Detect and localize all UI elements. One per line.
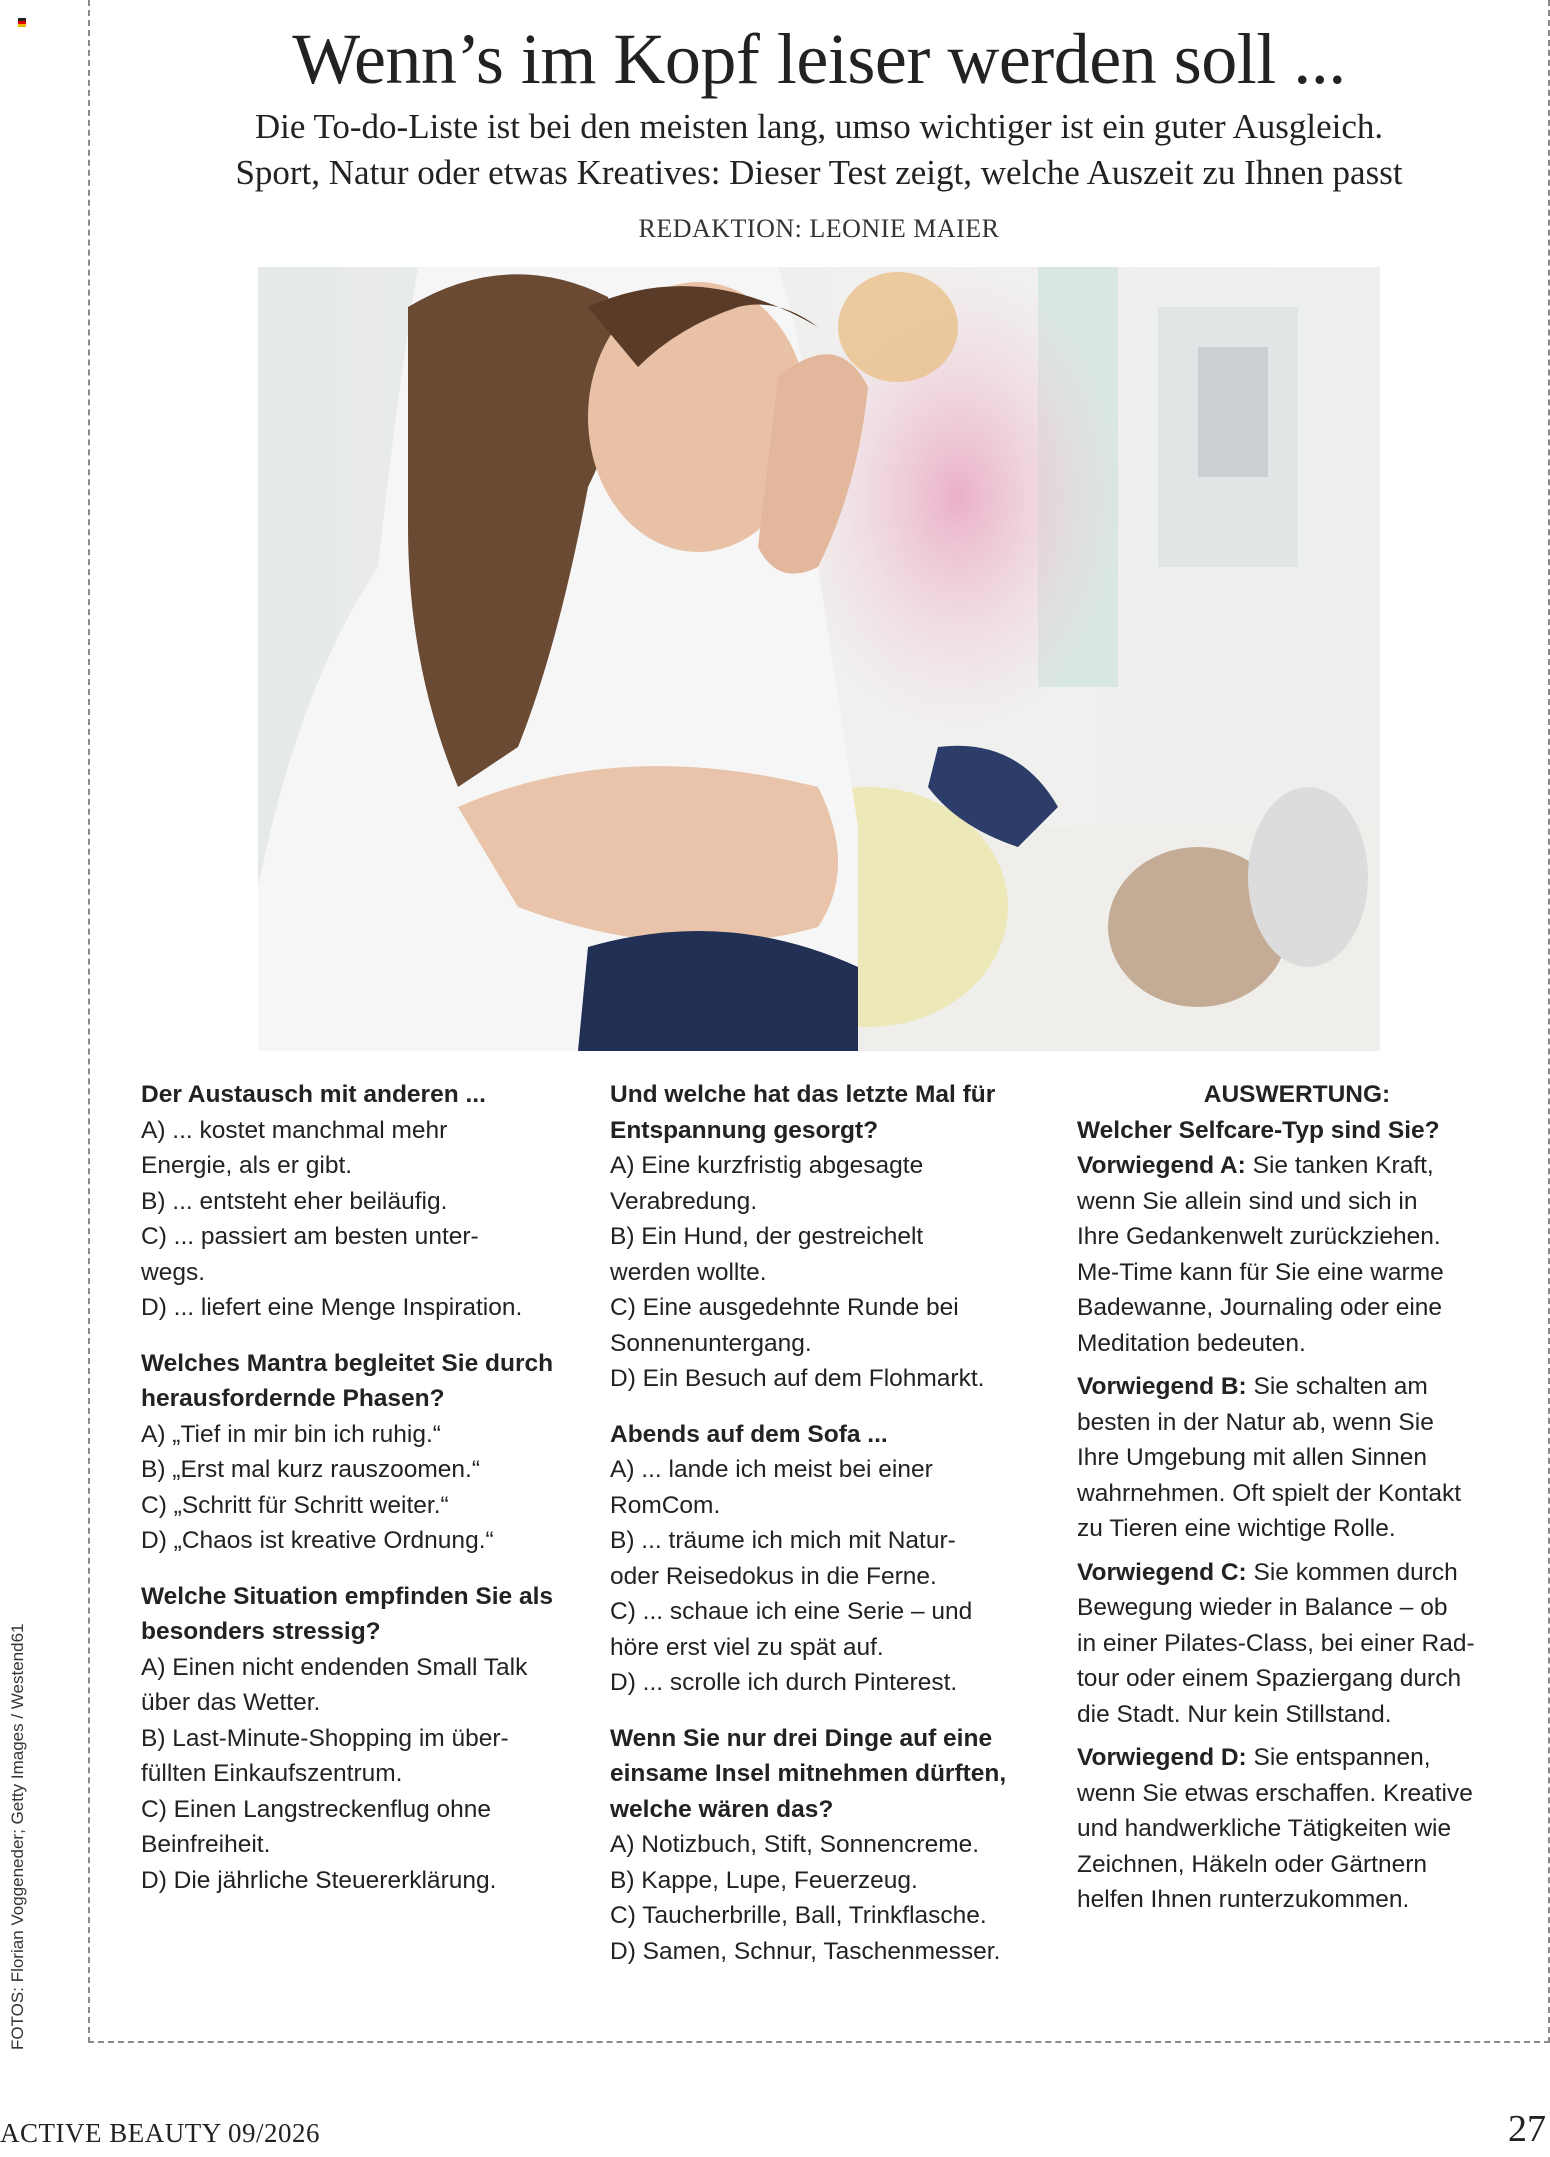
answer-line: D) ... liefert eine Menge Inspiration. <box>141 1294 523 1321</box>
answer-line: B) Ein Hund, der gestreichelt <box>610 1223 924 1250</box>
answer-line: höre erst viel zu spät auf. <box>610 1633 884 1661</box>
answer-line: D) „Chaos ist kreative Ordnung.“ <box>141 1527 494 1554</box>
question-title: welche wären das? <box>610 1795 834 1823</box>
answer-line: A) ... lande ich meist bei einer <box>610 1456 933 1483</box>
answer-line: füllten Einkaufszentrum. <box>141 1760 403 1787</box>
answer-line: B) ... träume ich mich mit Natur- <box>610 1527 956 1554</box>
answer-line: C) Einen Langstreckenflug ohne <box>141 1795 492 1823</box>
result-type-d <box>1077 1740 1517 1918</box>
answer-line: C) „Schritt für Schritt weiter.“ <box>141 1491 449 1519</box>
hero-photo <box>258 267 1380 1051</box>
result-text: Meditation bedeuten. <box>1077 1329 1306 1357</box>
question <box>610 1077 1050 1397</box>
answer-line: C) Taucherbrille, Ball, Trinkflasche. <box>610 1902 987 1929</box>
answer-line: RomCom. <box>610 1491 721 1519</box>
question-title: Welches Mantra begleitet Sie durch <box>141 1349 554 1377</box>
question <box>610 1417 1050 1701</box>
answer-line: A) Einen nicht endenden Small Talk <box>141 1653 528 1681</box>
result-label: Vorwiegend C: <box>1077 1558 1247 1586</box>
question-title: Der Austausch mit anderen ... <box>141 1081 486 1108</box>
answer-line: D) ... scrolle ich durch Pinterest. <box>610 1669 958 1696</box>
result-type-c <box>1077 1555 1517 1733</box>
evaluation-subheading: Welcher Selfcare-Typ sind Sie? <box>1077 1116 1440 1144</box>
result-text: Badewanne, Journaling oder eine <box>1077 1294 1443 1321</box>
result-text: wenn Sie etwas erschaffen. Kreative <box>1077 1779 1473 1807</box>
evaluation-heading: AUSWERTUNG: <box>1203 1081 1391 1108</box>
flag-icon <box>18 18 26 27</box>
answer-line: A) „Tief in mir bin ich ruhig.“ <box>141 1420 441 1448</box>
answer-line: D) Ein Besuch auf dem Flohmarkt. <box>610 1365 985 1392</box>
result-text: und handwerkliche Tätigkeiten wie <box>1077 1815 1452 1842</box>
answer-line: A) Eine kurzfristig abgesagte <box>610 1152 924 1179</box>
column-evaluation <box>1077 1077 1517 1926</box>
result-text: besten in der Natur ab, wenn Sie <box>1077 1408 1434 1436</box>
answer-line: B) Last-Minute-Shopping im über- <box>141 1724 509 1752</box>
question <box>141 1579 581 1899</box>
question-title: Und welche hat das letzte Mal für <box>610 1081 996 1108</box>
result-text: in einer Pilates-Class, bei einer Rad- <box>1077 1629 1475 1657</box>
result-text: Ihre Umgebung mit allen Sinnen <box>1077 1444 1428 1471</box>
answer-line: Energie, als er gibt. <box>141 1152 353 1179</box>
result-text: tour oder einem Spaziergang durch <box>1077 1665 1462 1692</box>
answer-line: C) ... schaue ich eine Serie – und <box>610 1598 973 1625</box>
answer-line: B) ... entsteht eher beiläufig. <box>141 1187 448 1215</box>
result-type-b <box>1077 1369 1517 1547</box>
result-type-a <box>1077 1148 1517 1361</box>
question <box>141 1077 581 1326</box>
column-middle <box>610 1077 1050 1989</box>
result-text: wahrnehmen. Oft spielt der Kontakt <box>1077 1479 1462 1507</box>
result-text: Bewegung wieder in Balance – ob <box>1077 1594 1448 1621</box>
answer-line: C) ... passiert am besten unter- <box>141 1223 479 1250</box>
result-text: helfen Ihnen runterzukommen. <box>1077 1886 1410 1913</box>
answer-line: C) Eine ausgedehnte Runde bei <box>610 1294 959 1321</box>
result-text: Sie kommen durch <box>1246 1558 1458 1586</box>
question <box>141 1346 581 1559</box>
answer-line: oder Reisedokus in die Ferne. <box>610 1562 937 1590</box>
page-title: Wenn’s im Kopf leiser werden soll ... <box>292 19 1346 99</box>
question-title: Abends auf dem Sofa ... <box>610 1420 888 1448</box>
answer-line: B) Kappe, Lupe, Feuerzeug. <box>610 1866 918 1894</box>
subtitle-line: Sport, Natur oder etwas Kreatives: Dieser Test zeigt, welche Auszeit zu Ihnen passt <box>235 153 1403 192</box>
subtitle <box>88 104 1550 196</box>
result-text: Ihre Gedankenwelt zurückziehen. <box>1077 1223 1441 1250</box>
result-text: wenn Sie allein sind und sich in <box>1077 1187 1418 1215</box>
result-text: Me-Time kann für Sie eine warme <box>1077 1258 1444 1286</box>
result-text: die Stadt. Nur kein Stillstand. <box>1077 1700 1392 1728</box>
byline: REDAKTION: LEONIE MAIER <box>638 214 1000 243</box>
result-label: Vorwiegend A: <box>1077 1152 1246 1179</box>
answer-line: werden wollte. <box>610 1258 767 1286</box>
question-title: herausfordernde Phasen? <box>141 1385 445 1412</box>
answer-line: B) „Erst mal kurz rauszoomen.“ <box>141 1456 480 1483</box>
answer-line: A) ... kostet manchmal mehr <box>141 1116 448 1144</box>
result-label: Vorwiegend D: <box>1077 1744 1247 1771</box>
answer-line: Sonnenuntergang. <box>610 1329 812 1357</box>
result-text: Sie tanken Kraft, <box>1245 1152 1434 1179</box>
question-title: Wenn Sie nur drei Dinge auf eine <box>610 1724 993 1752</box>
question <box>610 1721 1050 1970</box>
result-text: Sie schalten am <box>1246 1373 1428 1400</box>
question-title: Entspannung gesorgt? <box>610 1116 879 1144</box>
answer-line: D) Die jährliche Steuererklärung. <box>141 1866 497 1894</box>
answer-line: A) Notizbuch, Stift, Sonnencreme. <box>610 1831 980 1858</box>
page-number: 27 <box>1508 2108 1546 2150</box>
result-text: Sie entspannen, <box>1246 1744 1431 1771</box>
photo-credit: FOTOS: Florian Voggeneder; Getty Images / Westend61 <box>8 1623 27 2050</box>
question-title: Welche Situation empfinden Sie als <box>141 1582 554 1610</box>
result-text: zu Tieren eine wichtige Rolle. <box>1077 1515 1396 1542</box>
answer-line: über das Wetter. <box>141 1689 321 1716</box>
answer-line: Beinfreiheit. <box>141 1831 271 1858</box>
result-label: Vorwiegend B: <box>1077 1373 1247 1400</box>
answer-line: wegs. <box>141 1258 206 1286</box>
column-left <box>141 1077 581 1918</box>
answer-line: Verabredung. <box>610 1187 758 1215</box>
question-title: einsame Insel mitnehmen dürften, <box>610 1760 1007 1787</box>
result-text: Zeichnen, Häkeln oder Gärtnern <box>1077 1850 1427 1878</box>
subtitle-line: Die To-do-Liste ist bei den meisten lang, umso wichtiger ist ein guter Ausgleich. <box>254 107 1384 146</box>
magazine-issue: ACTIVE BEAUTY 09/2026 <box>0 2118 320 2148</box>
question-title: besonders stressig? <box>141 1618 381 1645</box>
answer-line: D) Samen, Schnur, Taschenmesser. <box>610 1937 1001 1965</box>
